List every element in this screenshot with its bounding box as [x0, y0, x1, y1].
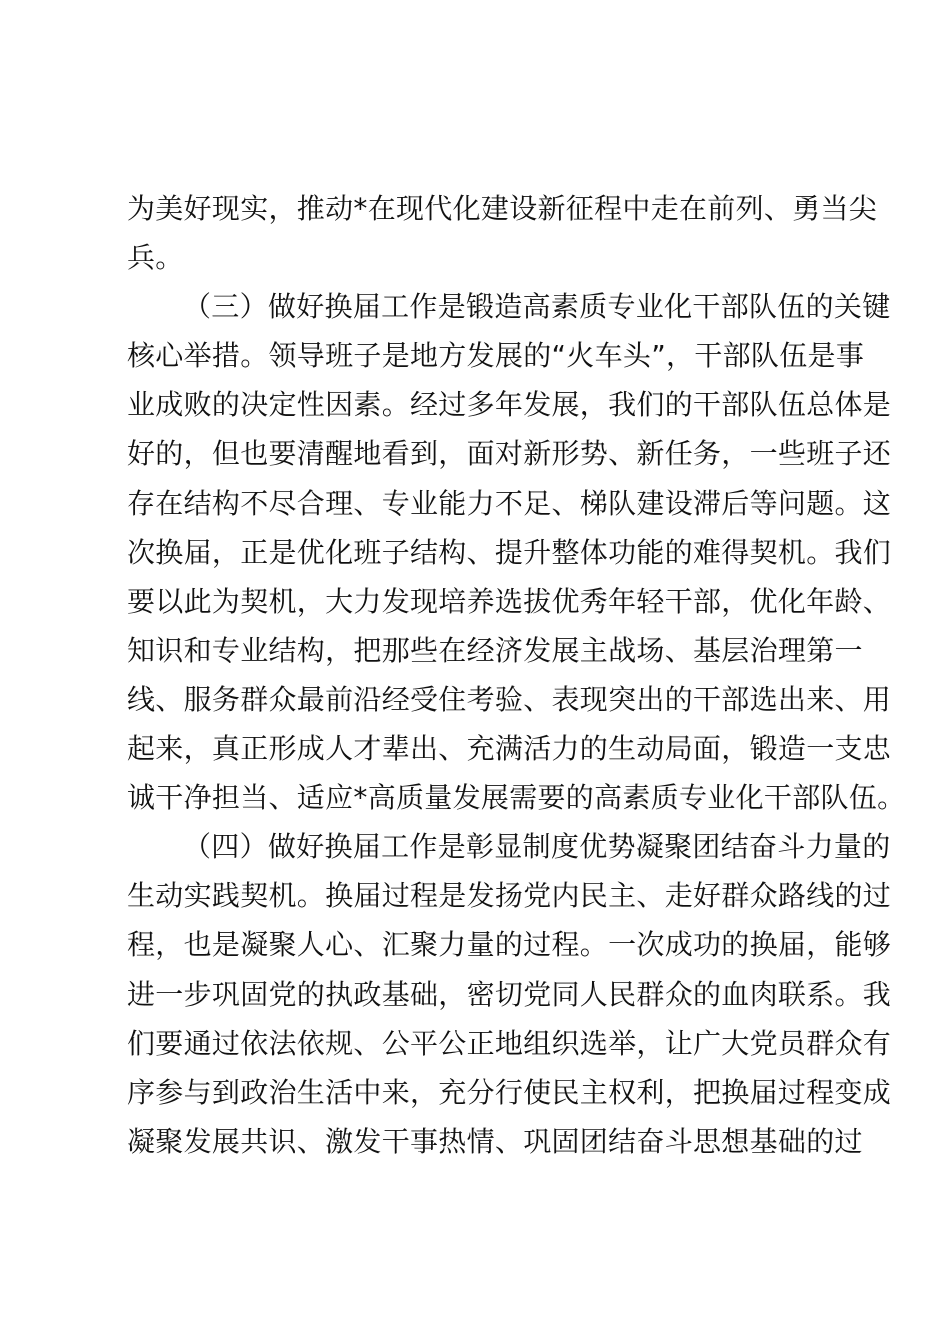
text-line: 要以此为契机，大力发现培养选拔优秀年轻干部，优化年龄、: [127, 584, 892, 618]
text-line: 业成败的决定性因素。经过多年发展，我们的干部队伍总体是: [127, 388, 892, 422]
section-heading-line: （三）做好换届工作是锻造高素质专业化干部队伍的关键: [183, 290, 891, 324]
text-line: 次换届，正是优化班子结构、提升整体功能的难得契机。我们: [127, 535, 892, 569]
text-line: 进一步巩固党的执政基础，密切党同人民群众的血肉联系。我: [127, 977, 892, 1011]
text-line: 程，也是凝聚人心、汇聚力量的过程。一次成功的换届，能够: [127, 928, 892, 962]
text-line: 起来，真正形成人才辈出、充满活力的生动局面，锻造一支忠: [127, 732, 892, 766]
text-line: 核心举措。领导班子是地方发展的“火车头”，干部队伍是事: [127, 339, 865, 373]
text-line: 凝聚发展共识、激发干事热情、巩固团结奋斗思想基础的过: [127, 1124, 863, 1158]
text-line: 诚干净担当、适应*高质量发展需要的高素质专业化干部队伍。: [127, 781, 906, 815]
text-line: 为美好现实，推动*在现代化建设新征程中走在前列、勇当尖: [127, 192, 878, 225]
text-line: 生动实践契机。换届过程是发扬党内民主、走好群众路线的过: [127, 879, 892, 913]
text-line: 兵。: [127, 241, 184, 275]
text-line: 知识和专业结构，把那些在经济发展主战场、基层治理第一: [127, 633, 863, 667]
text-line: 线、服务群众最前沿经受住考验、表现突出的干部选出来、用: [127, 682, 892, 716]
section-heading-line: （四）做好换届工作是彰显制度优势凝聚团结奋斗力量的: [183, 830, 891, 864]
text-line: 序参与到政治生活中来，充分行使民主权利，把换届过程变成: [127, 1075, 892, 1109]
text-line: 们要通过依法依规、公平公正地组织选举，让广大党员群众有: [127, 1026, 892, 1060]
text-line: 好的，但也要清醒地看到，面对新形势、新任务，一些班子还: [127, 437, 892, 471]
text-line: 存在结构不尽合理、专业能力不足、梯队建设滞后等问题。这: [127, 486, 892, 520]
body-text: [127, 184, 906, 1166]
